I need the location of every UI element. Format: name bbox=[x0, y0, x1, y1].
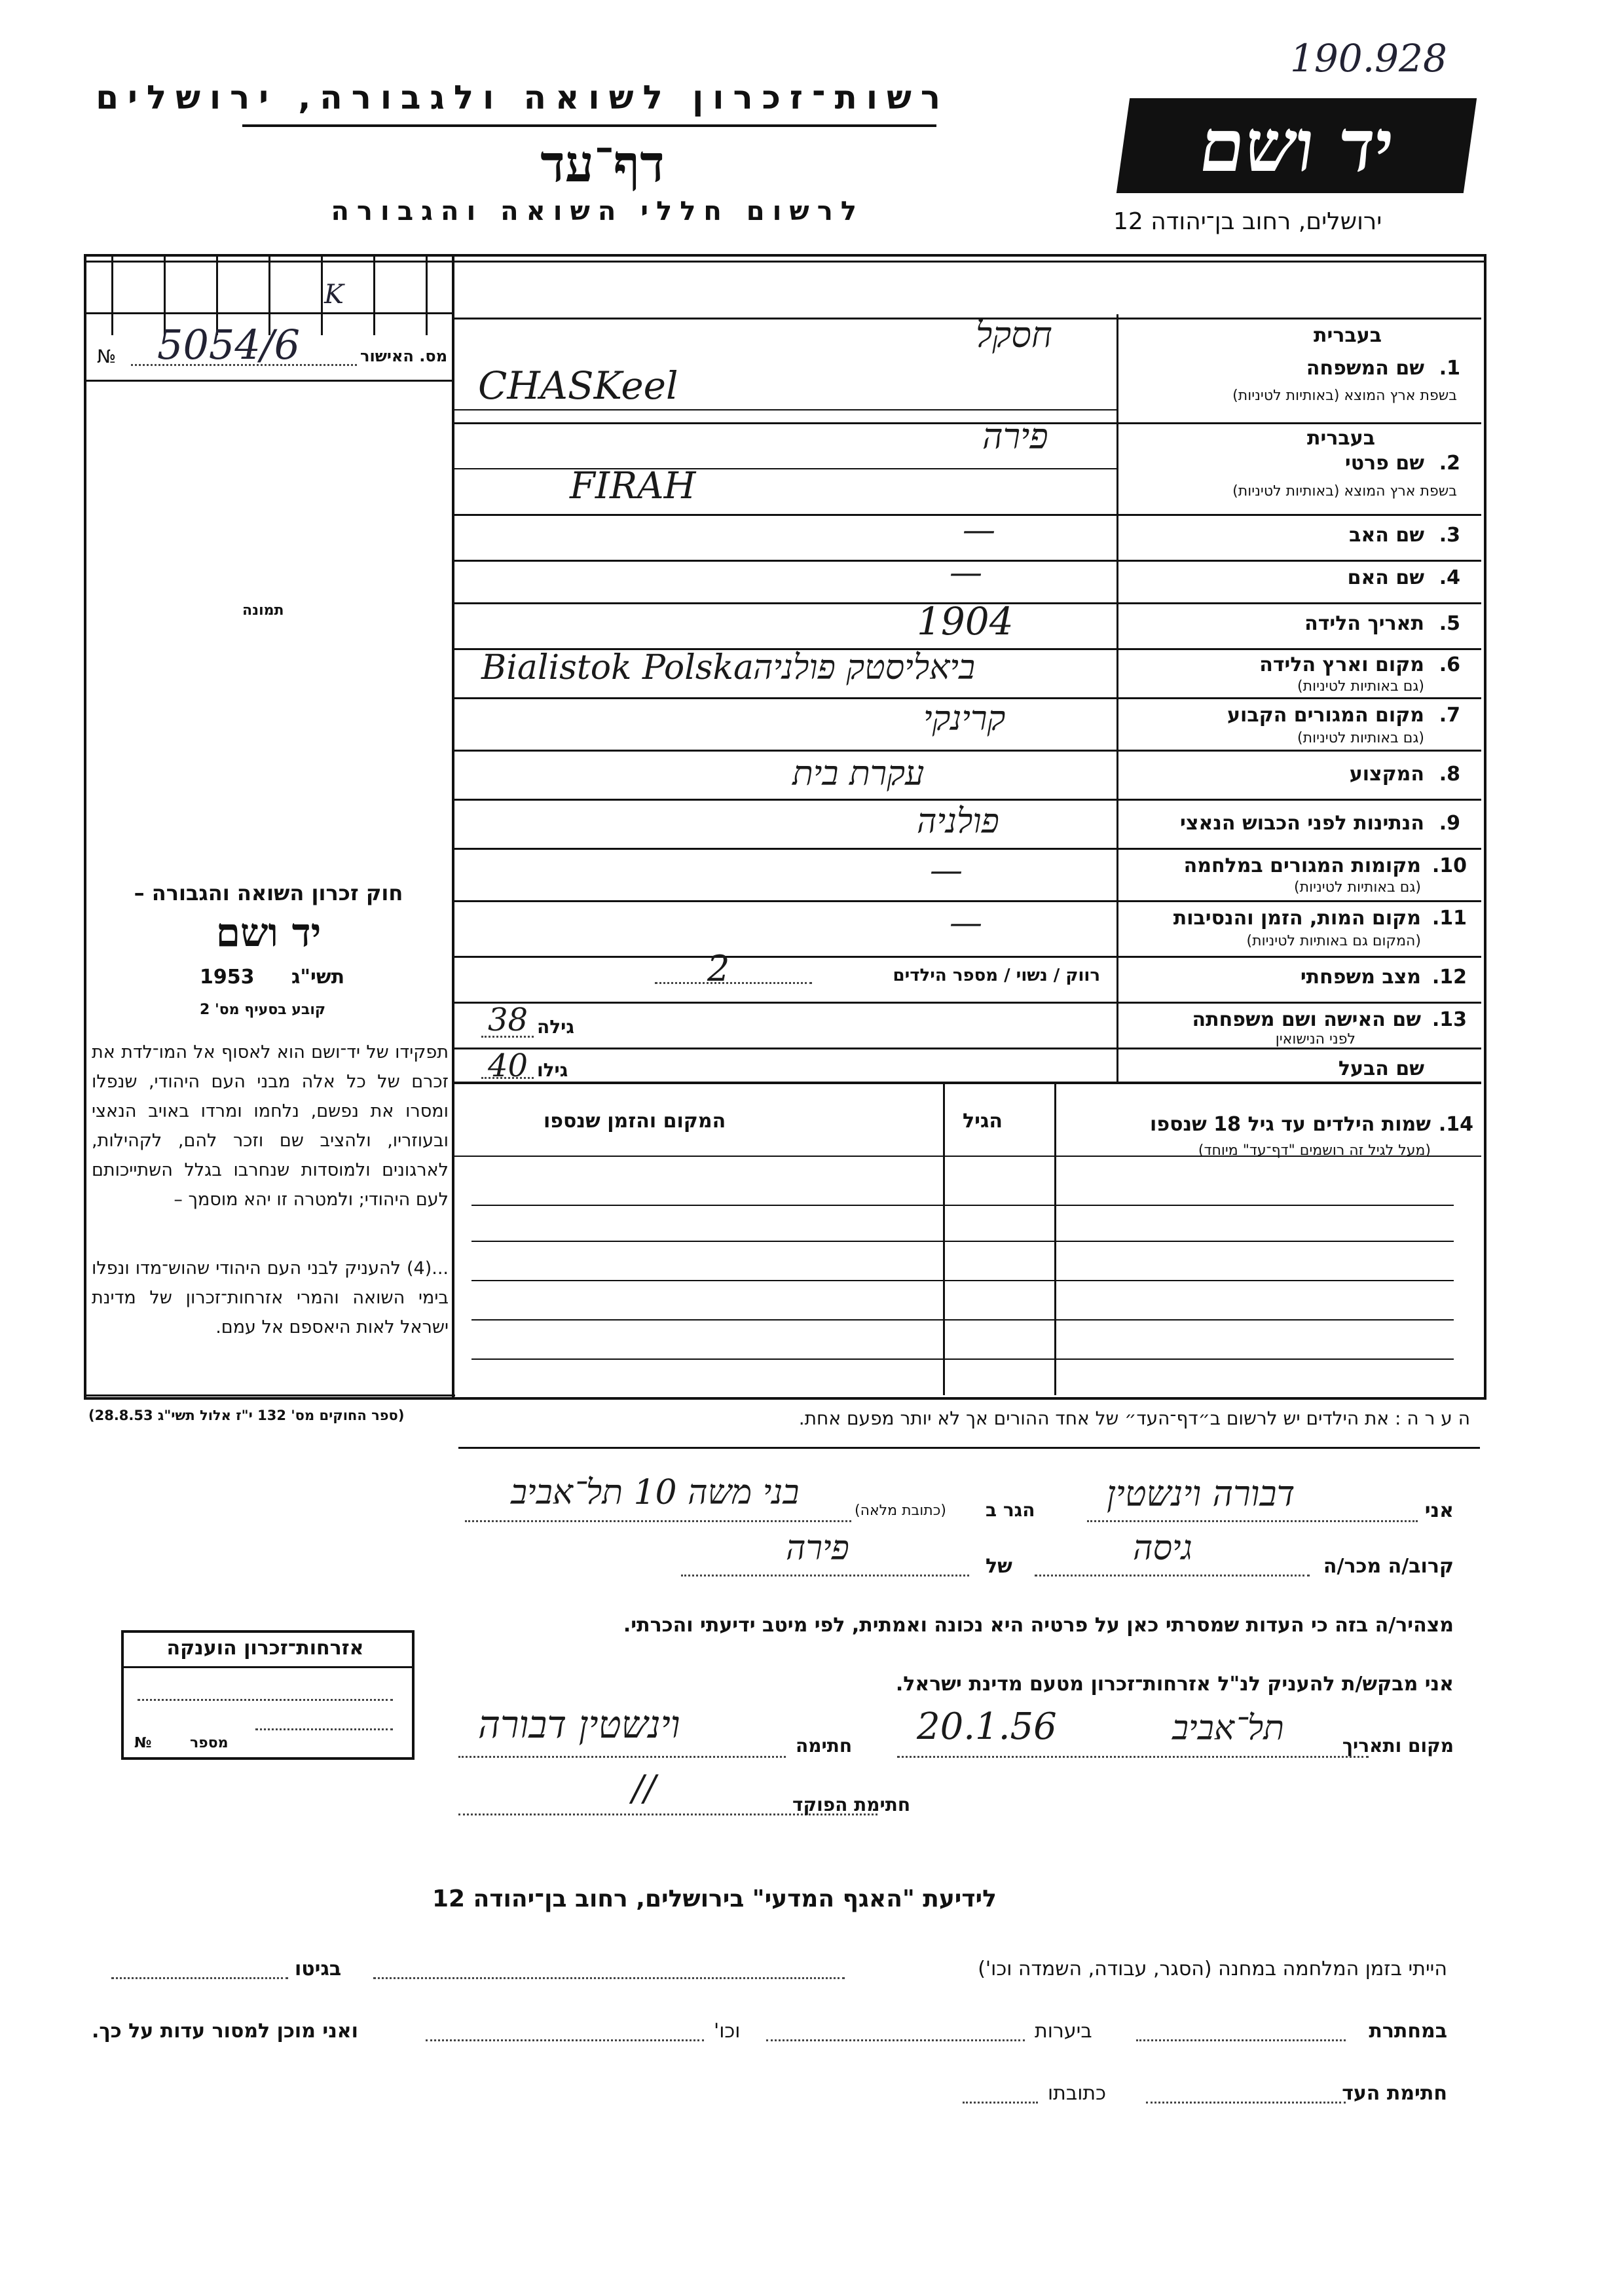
citizenship-number-label: מספר bbox=[190, 1735, 229, 1751]
row-5-value[interactable]: 1904 bbox=[917, 599, 1014, 644]
footer-line2-mid1: ביערות bbox=[1035, 2020, 1092, 2043]
children-col-age: הגיל bbox=[963, 1110, 1003, 1133]
citizenship-box-title: אזרחות־זכרון הוענקה bbox=[166, 1637, 364, 1660]
row-8-value[interactable]: עקרת בית bbox=[792, 754, 925, 793]
citizenship-box-rule bbox=[121, 1666, 412, 1668]
law-paragraph-2: ...(4) להעניק לבני העם היהודי שהוש־מדו ונפלו בימי השואה והמרי אזרחות־זכרון של מדינת ישראל לאות היאספם אל עמם. bbox=[92, 1258, 449, 1338]
footer-line2-mid2: וכו' bbox=[714, 2020, 741, 2043]
signature-value[interactable]: וינשטין דבורה bbox=[478, 1702, 680, 1747]
row-9-label: הנתינות לפני הכבוש הנאצי bbox=[1180, 812, 1424, 835]
declaration-statement-1: מצהיר/ה בזה כי העדות שמסרתי כאן על פרטיה היא נכונה ואמתית, לפי מיטב ידיעתי והכרתי. bbox=[623, 1614, 1454, 1637]
mark-box-hline bbox=[85, 312, 453, 314]
row-husband-age-value[interactable]: 40 bbox=[488, 1048, 528, 1084]
approval-label: מס. האישור bbox=[360, 347, 448, 365]
children-table-label: שמות הילדים עד גיל 18 שנספו bbox=[1150, 1113, 1431, 1136]
row-5-label: תאריך הלידה bbox=[1304, 612, 1424, 635]
law-title-line1: חוק זכרון השואה והגבורה – bbox=[134, 881, 403, 905]
row-4-number: 4. bbox=[1439, 566, 1460, 589]
law-clause: קובע בסעיף מס' 2 bbox=[200, 1002, 326, 1018]
footer-line1-end: בגיטו bbox=[295, 1958, 342, 1980]
law-year: 1953 bbox=[200, 966, 255, 989]
row-13-age-label: גילה bbox=[537, 1016, 574, 1038]
footer-line2-dots-3 bbox=[426, 2039, 704, 2041]
children-row-rule-1 bbox=[471, 1205, 1454, 1206]
place-value[interactable]: תל־אביב bbox=[1172, 1709, 1284, 1748]
declaration-relation-value[interactable]: גיסה bbox=[1133, 1529, 1192, 1568]
approval-no-symbol: № bbox=[97, 346, 117, 367]
declaration-statement-2: אני מבקש/ת להעניק לנ"ל אזרחות־זכרון מטעם מדינת ישראל. bbox=[895, 1673, 1454, 1696]
children-row-rule-4 bbox=[471, 1319, 1454, 1321]
footer-line2-end: ואני מוכן למסור עדות על כך. bbox=[92, 2020, 358, 2043]
row-12-status-options: רווק / נשוי / מספר הילדים bbox=[893, 966, 1100, 985]
mark-box-vline-1 bbox=[111, 257, 113, 335]
row-3-value[interactable]: — bbox=[963, 511, 995, 549]
row-4-label: שם האם bbox=[1347, 566, 1424, 589]
children-note: ה ע ר ה : את הילדים יש לרשום ב״דף־העד״ של אחד ההורים אך לא יותר מפעם אחת. bbox=[798, 1408, 1470, 1429]
footer-heading: לידיעת "האגף המדעי" בירושלים, רחוב בן־יהודה 12 bbox=[432, 1886, 997, 1912]
row-rule-15 bbox=[454, 1048, 1481, 1049]
row-1-hebrew-label: בעברית bbox=[1314, 324, 1382, 347]
row-13-label: שם האישה ושם משפחתה bbox=[1192, 1008, 1421, 1031]
declaration-resides-label: הגר ב bbox=[986, 1499, 1035, 1521]
children-row-rule-2 bbox=[471, 1241, 1454, 1242]
children-row-rule-5 bbox=[471, 1358, 1454, 1360]
row-9-number: 9. bbox=[1439, 812, 1460, 835]
row-6-label: מקום וארץ הלידה bbox=[1259, 653, 1424, 676]
row-3-number: 3. bbox=[1439, 524, 1460, 547]
children-col-divider-1 bbox=[943, 1084, 945, 1395]
logo-address: ירושלים, רחוב בן־יהודה 12 bbox=[1113, 208, 1382, 235]
footer-line2-dots-2 bbox=[766, 2039, 1025, 2041]
row-10-sub: (גם באותיות לטיניות) bbox=[1294, 879, 1421, 896]
declaration-address-line bbox=[465, 1520, 851, 1522]
row-1-hebrew-value[interactable]: חסקל bbox=[976, 314, 1052, 355]
citizenship-line-2 bbox=[255, 1728, 393, 1730]
official-signature-mark: // bbox=[632, 1768, 656, 1809]
row-7-sub: (גם באותיות לטיניות) bbox=[1297, 730, 1424, 746]
row-13-sub: לפני הנישואין bbox=[1275, 1031, 1356, 1048]
children-col-divider-2 bbox=[1054, 1084, 1056, 1395]
row-9-value[interactable]: פולניה bbox=[917, 802, 999, 841]
row-1-number: 1. bbox=[1439, 357, 1460, 380]
footer-line3-dots-1 bbox=[1146, 2102, 1346, 2104]
date-value[interactable]: 20.1.56 bbox=[917, 1705, 1057, 1748]
row-1-label: שם המשפחה bbox=[1306, 357, 1424, 380]
row-11-value[interactable]: — bbox=[950, 903, 982, 941]
row-rule-16 bbox=[454, 1082, 1481, 1084]
photo-label: תמונה bbox=[242, 602, 284, 619]
row-6-number: 6. bbox=[1439, 653, 1460, 676]
place-date-label: מקום ותאריך bbox=[1342, 1735, 1454, 1757]
row-7-number: 7. bbox=[1439, 704, 1460, 727]
approval-number[interactable]: 5054/6 bbox=[157, 321, 301, 369]
row-3-label: שם האב bbox=[1349, 524, 1424, 547]
law-year-label: תשי"ג bbox=[291, 966, 345, 989]
law-paragraph-1: תפקידו של יד־ושם הוא לאסוף אל המו־לדת את זכרם של כל אלה מבני העם היהודי, שנפלו ומסרו את נפשם, נלחמו ומרדו באויב הנאצי ובעוזריו, ולהציב שם וזכר להם, לקהילות, לארגונים ולמוסדות שנחרבו בגלל השתייכותם לעם היהודי; ולמטרה זו יהא מוסמך – bbox=[92, 1042, 449, 1210]
row-11-label: מקום המות, הזמן והנסיבות bbox=[1173, 907, 1421, 930]
row-13-number: 13. bbox=[1431, 1008, 1467, 1031]
yad-vashem-logo bbox=[1116, 98, 1477, 193]
row-6-value[interactable]: ביאליסטק פולניה bbox=[753, 648, 976, 687]
row-rule-9 bbox=[454, 750, 1481, 752]
top-band-rule bbox=[454, 318, 1481, 319]
row-husband-age-label: גילו bbox=[537, 1059, 568, 1081]
footer-line2-start: במחתרת bbox=[1369, 2020, 1447, 2043]
row-2-number: 2. bbox=[1439, 452, 1460, 475]
signature-line bbox=[458, 1756, 786, 1758]
official-signature-label: חתימת הפוקד bbox=[792, 1794, 911, 1815]
declaration-relative-label: קרוב/ה מכר/ה bbox=[1323, 1555, 1454, 1578]
citizenship-line-1 bbox=[138, 1699, 393, 1701]
row-1-sub: בשפת ארץ המוצא (באותיות לטיניות) bbox=[1232, 388, 1457, 404]
approval-number-line bbox=[131, 364, 357, 366]
declaration-address-value[interactable]: בני משה 10 תל־אביב bbox=[511, 1473, 800, 1512]
mark-box-vline-5 bbox=[321, 257, 323, 335]
row-rule-13 bbox=[454, 956, 1481, 958]
organization-name: רשות־זכרון לשואה ולגבורה, ירושלים bbox=[96, 79, 950, 117]
approval-box-mark: K bbox=[324, 280, 344, 310]
row-2-label: שם פרטי bbox=[1344, 452, 1424, 475]
row-11-number: 11. bbox=[1431, 907, 1467, 930]
mark-box-vline-6 bbox=[373, 257, 375, 335]
row-12-children-line bbox=[655, 982, 812, 984]
law-citation: (ספר החוקים מס' 132 י"ז אלול תשי"ג 28.8.53) bbox=[88, 1408, 405, 1423]
declaration-i-label: אני bbox=[1424, 1499, 1454, 1522]
row-rule-10 bbox=[454, 799, 1481, 801]
row-rule-1 bbox=[454, 409, 1116, 410]
row-rule-11 bbox=[454, 848, 1481, 850]
row-rule-2 bbox=[454, 422, 1481, 424]
row-husband-label: שם הבעל bbox=[1338, 1057, 1424, 1080]
children-col-place-time: המקום והזמן שנספו bbox=[544, 1110, 726, 1133]
footer-line1-dots-2 bbox=[373, 1977, 845, 1979]
footer-line3-dots-2 bbox=[963, 2102, 1038, 2104]
row-7-label: מקום המגורים הקבוע bbox=[1227, 704, 1424, 727]
footer-line1-start: הייתי בזמן המלחמה במחנה (הסגר, עבודה, השמדה וכו') bbox=[978, 1958, 1447, 1980]
form-title: דף־עד bbox=[540, 134, 665, 194]
left-column-divider bbox=[452, 257, 454, 1397]
row-5-number: 5. bbox=[1439, 612, 1460, 635]
row-8-label: המקצוע bbox=[1349, 763, 1424, 786]
row-13-age-value[interactable]: 38 bbox=[488, 1002, 528, 1038]
declaration-address-hint: (כתובת מלאה) bbox=[855, 1503, 946, 1519]
declaration-of-value[interactable]: פירה bbox=[786, 1529, 849, 1568]
row-4-value[interactable]: — bbox=[950, 553, 982, 591]
row-12-number: 12. bbox=[1431, 966, 1467, 989]
footer-line3-mid: כתובתו bbox=[1048, 2082, 1106, 2105]
row-6-latin-value[interactable]: Bialistok Polska bbox=[481, 648, 754, 687]
children-table-number: 14. bbox=[1438, 1113, 1473, 1136]
note-rule bbox=[458, 1447, 1480, 1449]
archive-reference-number: 190.928 bbox=[1290, 36, 1447, 81]
row-2-latin-value[interactable]: FIRAH bbox=[570, 465, 696, 507]
row-12-label: מצב משפחתי bbox=[1300, 966, 1421, 989]
footer-line2-dots-1 bbox=[1136, 2039, 1346, 2041]
approval-rule bbox=[85, 380, 453, 382]
row-rule-14 bbox=[454, 1002, 1481, 1004]
signature-label: חתימה bbox=[796, 1735, 853, 1757]
row-rule-3 bbox=[454, 468, 1116, 469]
row-6-sub: (גם באותיות לטיניות) bbox=[1297, 678, 1424, 695]
children-table-sub: (מעל לגיל זה רושמים "דף־עד" מיוחד) bbox=[1198, 1142, 1431, 1159]
row-2-hebrew-value[interactable]: פירה bbox=[982, 416, 1048, 457]
declarant-name-line bbox=[1087, 1520, 1418, 1522]
children-row-rule-3 bbox=[471, 1280, 1454, 1281]
declaration-of-line bbox=[681, 1575, 969, 1576]
form-subtitle: לרשום חללי השואה והגבורה bbox=[331, 196, 864, 227]
row-2-hebrew-label: בעברית bbox=[1307, 427, 1375, 450]
row-10-number: 10. bbox=[1431, 854, 1467, 877]
row-7-value[interactable]: קרינקי bbox=[923, 699, 1006, 738]
row-10-value[interactable]: — bbox=[930, 851, 963, 889]
row-11-sub: (המקום גם באותיות לטיניות) bbox=[1246, 933, 1421, 949]
mark-box-vline-7 bbox=[426, 257, 428, 335]
row-10-label: מקומות המגורים במלחמה bbox=[1183, 854, 1421, 877]
footer-line3-start: חתימת העד bbox=[1342, 2082, 1447, 2105]
law-title-line2: יד ושם bbox=[215, 910, 322, 956]
declaration-of-label: של bbox=[986, 1555, 1012, 1578]
row-12-children-value[interactable]: 2 bbox=[707, 948, 730, 989]
footer-line1-dots-1 bbox=[111, 1977, 288, 1979]
header-rule bbox=[242, 124, 936, 127]
row-1-latin-value[interactable]: CHASKeel bbox=[478, 363, 678, 408]
law-citation-rule bbox=[85, 1394, 455, 1396]
logo-text: יד ושם bbox=[1194, 103, 1399, 188]
declarant-name[interactable]: דבורה וינשטין bbox=[1107, 1473, 1295, 1514]
row-8-number: 8. bbox=[1439, 763, 1460, 786]
row-rule-12 bbox=[454, 900, 1481, 902]
row-2-sub: בשפת ארץ המוצא (באותיות לטיניות) bbox=[1232, 483, 1457, 500]
declaration-relation-line bbox=[1035, 1575, 1310, 1576]
place-date-line bbox=[897, 1756, 1369, 1758]
citizenship-no-symbol: № bbox=[134, 1735, 152, 1751]
